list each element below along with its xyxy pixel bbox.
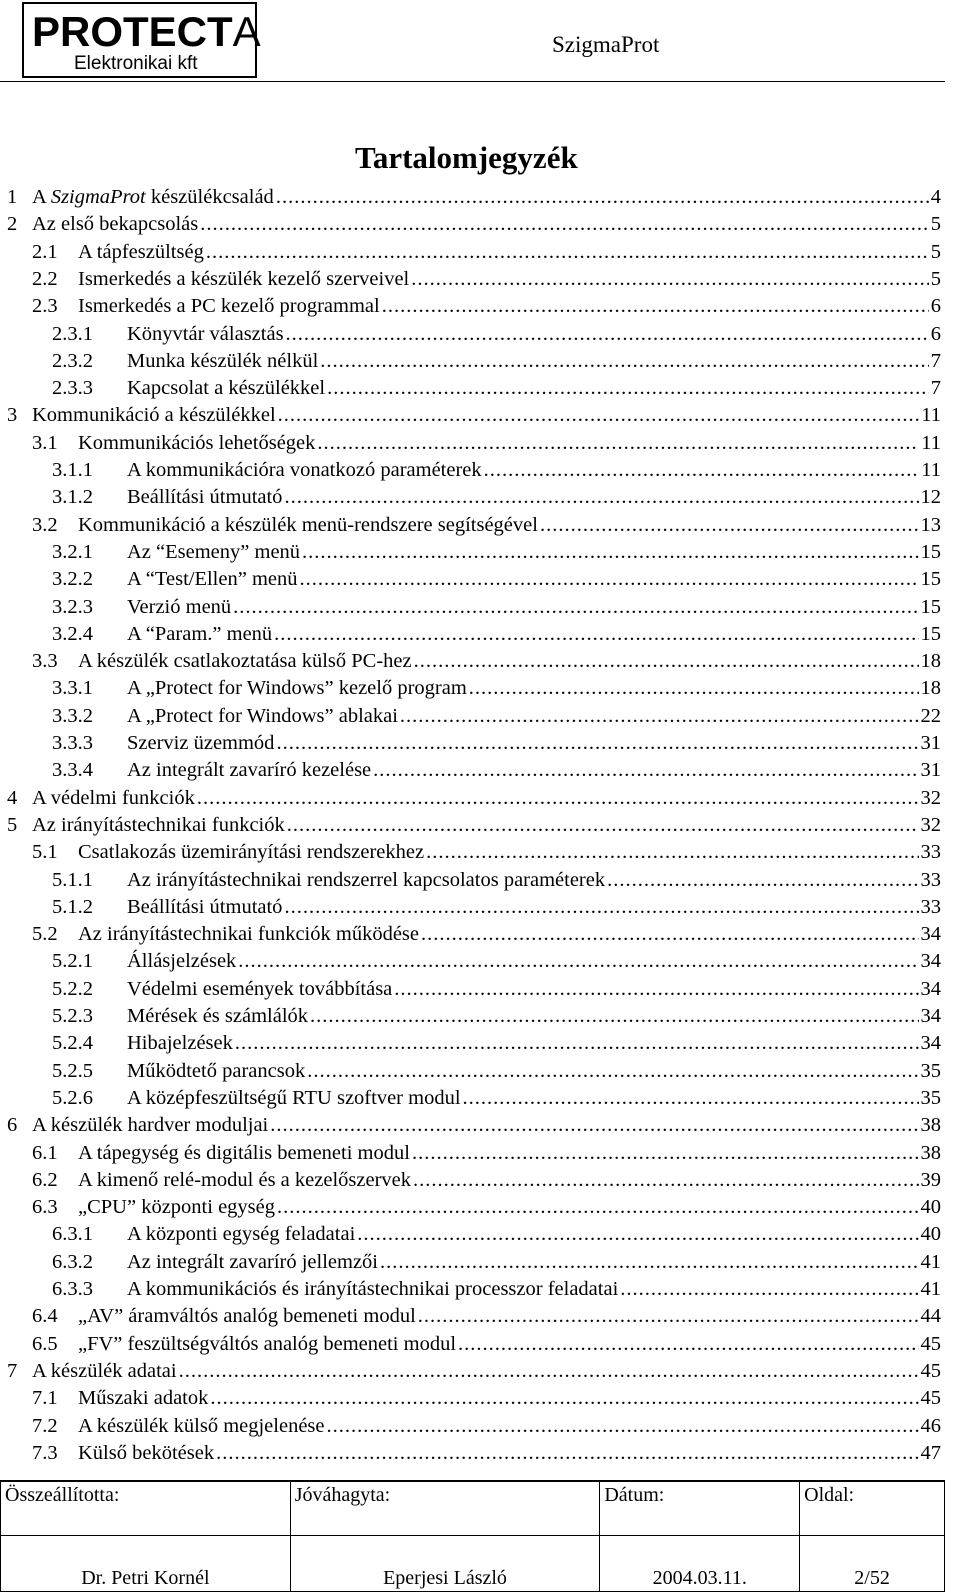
toc-entry-page: 5 — [930, 240, 941, 263]
toc-entry-page: 5 — [930, 213, 941, 236]
toc-entry-number: 3.2.2 — [52, 568, 93, 591]
toc-entry-page: 40 — [920, 1196, 941, 1219]
toc-entry-page: 7 — [930, 377, 941, 400]
toc-entry-page: 22 — [920, 704, 941, 727]
toc-entry-page: 41 — [920, 1250, 941, 1273]
toc-entry[interactable] — [0, 1249, 941, 1276]
toc-entry-title: Verzió menü — [127, 595, 232, 618]
toc-entry[interactable] — [0, 184, 941, 211]
toc-entry-title: Szerviz üzemmód — [127, 732, 275, 754]
toc-entry-title: „CPU” központi egység — [78, 1196, 275, 1219]
toc-entry-page: 5 — [930, 267, 941, 290]
logo-word-tail: A — [232, 8, 261, 55]
toc-entry[interactable] — [0, 648, 941, 675]
toc-entry-title: Az irányítástechnikai funkciók működése — [78, 923, 419, 946]
toc-entry-number: 6.3.1 — [52, 1223, 93, 1246]
toc-entry-page: 32 — [920, 813, 941, 836]
footer-date: 2004.03.11. — [600, 1536, 800, 1592]
toc-entry-title: Hibajelzések — [127, 1032, 233, 1055]
toc-dot-leader — [540, 512, 919, 539]
toc-entry-page: 11 — [921, 431, 941, 454]
toc-entry-page: 34 — [920, 977, 941, 1000]
toc-dot-leader — [400, 703, 919, 730]
toc-entry[interactable] — [0, 484, 941, 511]
toc-entry-page: 34 — [920, 1005, 941, 1027]
toc-entry-number: 3.3.2 — [52, 704, 93, 727]
toc-entry-title: Külső bekötések — [78, 1441, 215, 1464]
toc-dot-leader — [320, 348, 928, 375]
toc-dot-leader — [394, 976, 918, 1003]
toc-entry-title: Műszaki adatok — [78, 1387, 209, 1410]
toc-entry-number: 2.1 — [32, 240, 58, 263]
logo-word: PROTECT — [32, 8, 233, 55]
toc-dot-leader — [411, 266, 928, 293]
toc-entry-page: 18 — [920, 677, 941, 700]
toc-entry[interactable] — [0, 948, 941, 975]
toc-entry[interactable] — [0, 1358, 941, 1385]
toc-dot-leader — [421, 921, 919, 948]
toc-entry-number: 5.2.3 — [52, 1005, 93, 1027]
toc-entry-title: A kimenő relé-modul és a kezelőszervek — [78, 1168, 411, 1191]
toc-entry-page: 33 — [920, 895, 941, 918]
toc-entry[interactable] — [0, 457, 941, 484]
toc-entry-number: 5.1.1 — [52, 868, 93, 891]
toc-entry-number: 6.1 — [32, 1141, 58, 1164]
toc-entry-title: A kommunikációs és irányítástechnikai processzor feladatai — [127, 1278, 619, 1300]
toc-entry-number: 5.2.6 — [52, 1086, 93, 1109]
toc-entry-number: 6.3 — [32, 1196, 58, 1219]
page-title: Tartalomjegyzék — [355, 140, 578, 175]
toc-entry-number: 3.3.1 — [52, 677, 93, 700]
footer-author: Dr. Petri Kornél — [1, 1536, 291, 1592]
toc-dot-leader — [380, 1249, 918, 1276]
toc-entry-page: 32 — [920, 786, 941, 809]
toc-entry-page: 46 — [920, 1414, 941, 1437]
toc-entry-number: 5.2.2 — [52, 977, 93, 1000]
toc-entry[interactable] — [0, 839, 941, 866]
toc-dot-leader — [276, 184, 929, 211]
toc-dot-leader — [414, 648, 919, 675]
toc-entry-title: A készülék hardver moduljai — [32, 1114, 269, 1137]
toc-entry[interactable] — [0, 348, 941, 375]
toc-entry-title: Az irányítástechnikai rendszerrel kapcsolatos paraméterek — [127, 868, 606, 891]
toc-entry-page: 12 — [920, 486, 941, 509]
toc-dot-leader — [200, 211, 929, 238]
toc-entry[interactable] — [0, 1058, 941, 1085]
toc-dot-leader — [458, 1331, 918, 1358]
toc-entry-title: A tápegység és digitális bemeneti modul — [78, 1141, 410, 1164]
toc-entry-number: 7.3 — [32, 1441, 58, 1464]
toc-entry[interactable] — [0, 1030, 941, 1057]
toc-dot-leader — [284, 894, 918, 921]
toc-entry[interactable] — [0, 1167, 941, 1194]
toc-entry[interactable] — [0, 430, 941, 457]
toc-dot-leader — [287, 812, 919, 839]
toc-entry-title: A védelmi funkciók — [32, 786, 195, 809]
toc-entry-page: 33 — [920, 841, 941, 864]
toc-entry-number: 4 — [7, 786, 18, 809]
toc-entry-page: 33 — [920, 868, 941, 891]
toc-entry-page: 15 — [920, 540, 941, 563]
toc-entry[interactable] — [0, 293, 941, 320]
toc-dot-leader — [469, 675, 919, 702]
toc-entry[interactable] — [0, 812, 941, 839]
toc-entry-number: 5.1.2 — [52, 895, 93, 918]
toc-entry-number: 2.3.3 — [52, 377, 93, 400]
toc-entry-number: 2.3.2 — [52, 349, 93, 372]
toc-entry[interactable] — [0, 266, 941, 293]
toc-entry-page: 41 — [920, 1278, 941, 1300]
footer-approver: Eperjesi László — [290, 1536, 600, 1592]
toc-entry-title: A kommunikációra vonatkozó paraméterek — [127, 459, 482, 481]
toc-entry-number: 3.2.3 — [52, 595, 93, 618]
toc-entry-title: Ismerkedés a PC kezelő programmal — [78, 295, 380, 318]
toc-entry-page: 34 — [920, 1032, 941, 1055]
toc-dot-leader — [327, 1413, 919, 1440]
toc-entry-page: 31 — [920, 759, 941, 782]
toc-entry-title: A központi egység feladatai — [127, 1223, 356, 1246]
toc-entry[interactable] — [0, 976, 941, 1003]
toc-entry[interactable] — [0, 621, 941, 648]
footer-label-approver: Jóváhagyta: — [290, 1482, 600, 1536]
toc-entry-title: A “Param.” menü — [127, 622, 273, 645]
toc-entry-title: Beállítási útmutató — [127, 895, 283, 918]
toc-entry[interactable] — [0, 894, 941, 921]
toc-entry-title: A SzigmaProt készülékcsalád — [32, 186, 274, 208]
toc-entry[interactable] — [0, 239, 941, 266]
toc-dot-leader — [300, 566, 919, 593]
toc-entry-number: 5 — [7, 813, 18, 836]
footer-label-date: Dátum: — [600, 1482, 800, 1536]
footer-page-number: 2/52 — [800, 1536, 945, 1592]
toc-dot-leader — [216, 1440, 918, 1467]
toc-entry-number: 5.2.1 — [52, 950, 93, 973]
toc-entry-number: 3.1 — [32, 431, 58, 454]
toc-entry-number: 6.2 — [32, 1168, 58, 1191]
toc-entry[interactable] — [0, 1276, 941, 1303]
toc-entry[interactable] — [0, 512, 941, 539]
toc-entry-page: 4 — [930, 186, 941, 208]
toc-dot-leader — [373, 757, 918, 784]
toc-entry-page: 39 — [920, 1168, 941, 1191]
footer-label-page: Oldal: — [800, 1482, 945, 1536]
toc-entry-number: 5.2 — [32, 923, 58, 946]
toc-entry-page: 45 — [920, 1359, 941, 1382]
toc-entry-number: 3.2.4 — [52, 622, 93, 645]
toc-entry[interactable] — [0, 1303, 941, 1330]
toc-entry-title: A készülék külső megjelenése — [78, 1414, 325, 1437]
toc-entry-number: 5.2.5 — [52, 1059, 93, 1082]
toc-entry-title: Az irányítástechnikai funkciók — [32, 813, 285, 836]
toc-entry[interactable] — [0, 1221, 941, 1248]
toc-entry-number: 2.2 — [32, 267, 58, 290]
toc-entry[interactable] — [0, 321, 941, 348]
toc-entry-page: 38 — [920, 1141, 941, 1164]
toc-dot-leader — [607, 867, 918, 894]
toc-entry-page: 6 — [930, 322, 941, 345]
toc-dot-leader — [412, 1140, 919, 1167]
toc-entry-title: Védelmi események továbbítása — [127, 977, 393, 1000]
toc-dot-leader — [274, 621, 918, 648]
toc-entry-title: „AV” áramváltós analóg bemeneti modul — [78, 1305, 416, 1328]
toc-dot-leader — [278, 402, 920, 429]
toc-dot-leader — [310, 1003, 918, 1030]
toc-dot-leader — [418, 1303, 919, 1330]
toc-entry-page: 15 — [920, 622, 941, 645]
toc-dot-leader — [270, 1112, 918, 1139]
toc-dot-leader — [238, 948, 918, 975]
toc-entry-title: A készülék csatlakoztatása külső PC-hez — [78, 650, 412, 673]
toc-entry[interactable] — [0, 1140, 941, 1167]
toc-entry-number: 2.3.1 — [52, 322, 93, 345]
toc-entry-number: 2 — [7, 213, 18, 236]
toc-dot-leader — [382, 293, 929, 320]
toc-entry[interactable] — [0, 703, 941, 730]
toc-dot-leader — [426, 839, 918, 866]
toc-entry-title: Az integrált zavaríró kezelése — [127, 759, 372, 782]
toc-entry-number: 6.3.2 — [52, 1250, 93, 1273]
toc-entry-title: A „Protect for Windows” ablakai — [127, 704, 398, 727]
toc-dot-leader — [233, 594, 918, 621]
toc-entry-number: 6.4 — [32, 1305, 58, 1328]
toc-entry-number: 3.3.4 — [52, 759, 93, 782]
toc-dot-leader — [277, 1194, 919, 1221]
toc-entry[interactable] — [0, 730, 941, 757]
toc-entry[interactable] — [0, 402, 941, 429]
toc-entry-page: 34 — [920, 923, 941, 946]
toc-dot-leader — [210, 1385, 918, 1412]
toc-entry-number: 3.2.1 — [52, 540, 93, 563]
toc-entry[interactable] — [0, 921, 941, 948]
toc-dot-leader — [307, 1058, 918, 1085]
toc-entry-title: A “Test/Ellen” menü — [127, 568, 298, 591]
toc-entry-page: 18 — [920, 650, 941, 673]
toc-dot-leader — [276, 730, 918, 757]
toc-entry-title: Kommunikáció a készülék menü-rendszere segítségével — [78, 513, 538, 536]
toc-entry-number: 1 — [7, 186, 18, 208]
footer-table — [0, 1481, 945, 1592]
toc-entry[interactable] — [0, 1194, 941, 1221]
toc-entry[interactable] — [0, 1440, 941, 1467]
toc-entry[interactable] — [0, 757, 941, 784]
toc-dot-leader — [302, 539, 918, 566]
toc-entry[interactable] — [0, 1085, 941, 1112]
toc-entry-page: 15 — [920, 568, 941, 591]
toc-entry-number: 7.1 — [32, 1387, 58, 1410]
toc-entry[interactable] — [0, 594, 941, 621]
toc-entry-title: Működtető parancsok — [127, 1059, 306, 1082]
toc-entry-title: „FV” feszültségváltós analóg bemeneti modul — [78, 1332, 457, 1355]
toc-entry-page: 15 — [920, 595, 941, 618]
toc-entry-page: 34 — [920, 950, 941, 973]
toc-entry-title: Kommunikációs lehetőségek — [78, 431, 316, 454]
toc-entry-number: 6 — [7, 1114, 18, 1137]
toc-entry-title: A „Protect for Windows” kezelő program — [127, 677, 467, 700]
toc-dot-leader — [206, 239, 929, 266]
toc-dot-leader — [284, 484, 918, 511]
toc-entry-page: 40 — [920, 1223, 941, 1246]
toc-entry[interactable] — [0, 1413, 941, 1440]
toc-dot-leader — [235, 1030, 919, 1057]
toc-entry-page: 44 — [920, 1305, 941, 1328]
toc-entry-title: Beállítási útmutató — [127, 486, 283, 509]
toc-entry-page: 35 — [920, 1059, 941, 1082]
toc-dot-leader — [317, 430, 919, 457]
company-logo — [22, 2, 261, 78]
toc-dot-leader — [327, 375, 929, 402]
toc-entry-number: 3.1.1 — [52, 459, 93, 481]
toc-entry[interactable] — [0, 675, 941, 702]
toc-entry[interactable] — [0, 1003, 941, 1030]
toc-dot-leader — [357, 1221, 918, 1248]
toc-entry-page: 35 — [920, 1086, 941, 1109]
toc-entry[interactable] — [0, 566, 941, 593]
logo-subtitle: Elektronikai kft — [74, 53, 198, 74]
toc-entry-page: 45 — [920, 1387, 941, 1410]
toc-entry-page: 13 — [920, 513, 941, 536]
toc-entry-title: A középfeszültségű RTU szoftver modul — [127, 1086, 461, 1109]
toc-entry-title: A készülék adatai — [32, 1359, 177, 1382]
toc-entry-title: Mérések és számlálók — [127, 1005, 309, 1027]
toc-dot-leader — [620, 1276, 918, 1303]
toc-entry[interactable] — [0, 375, 941, 402]
toc-dot-leader — [484, 457, 920, 484]
toc-entry-page: 11 — [921, 459, 941, 481]
toc-entry-title: Az “Esemeny” menü — [127, 540, 301, 563]
toc-dot-leader — [179, 1358, 919, 1385]
product-name: SzigmaProt — [552, 32, 660, 57]
toc-entry-number: 3.1.2 — [52, 486, 93, 509]
toc-entry-number: 5.2.4 — [52, 1032, 93, 1055]
toc-dot-leader — [413, 1167, 919, 1194]
toc-entry-title: Munka készülék nélkül — [127, 349, 319, 372]
toc-entry-number: 3.3.3 — [52, 732, 93, 754]
footer-label-author: Összeállította: — [1, 1482, 291, 1536]
toc-entry-number: 3.3 — [32, 650, 58, 673]
toc-entry-title: Kapcsolat a készülékkel — [127, 377, 326, 400]
toc-entry-page: 47 — [920, 1441, 941, 1464]
toc-entry-page: 45 — [920, 1332, 941, 1355]
toc-entry[interactable] — [0, 1331, 941, 1358]
toc-dot-leader — [463, 1085, 919, 1112]
toc-entry[interactable] — [0, 211, 941, 238]
toc-entry-number: 7 — [7, 1359, 18, 1382]
toc-entry-title: Kommunikáció a készülékkel — [32, 404, 276, 427]
toc-entry-page: 7 — [930, 349, 941, 372]
toc-entry-title: A tápfeszültség — [78, 240, 204, 263]
toc-entry[interactable] — [0, 867, 941, 894]
toc-entry-number: 6.3.3 — [52, 1278, 93, 1300]
toc-entry-page: 11 — [921, 404, 941, 427]
toc-entry-title: Az integrált zavaríró jellemzői — [127, 1250, 379, 1273]
toc-entry-title: Csatlakozás üzemirányítási rendszerekhez — [78, 841, 425, 864]
toc-entry-title: Az első bekapcsolás — [32, 213, 199, 236]
toc-entry-number: 7.2 — [32, 1414, 58, 1437]
toc-entry-number: 3.2 — [32, 513, 58, 536]
toc-entry-page: 38 — [920, 1114, 941, 1137]
header-rule — [0, 81, 945, 82]
toc-entry-title: Könyvtár választás — [127, 322, 284, 345]
toc-entry-number: 6.5 — [32, 1332, 58, 1355]
toc-entry-number: 3 — [7, 404, 18, 427]
toc-dot-leader — [197, 785, 919, 812]
toc-entry[interactable] — [0, 785, 941, 812]
toc-entry-title: Ismerkedés a készülék kezelő szerveivel — [78, 267, 410, 290]
toc-entry-number: 2.3 — [32, 295, 58, 318]
toc-entry[interactable] — [0, 539, 941, 566]
toc-entry-page: 31 — [920, 732, 941, 754]
toc-entry-number: 5.1 — [32, 841, 58, 864]
toc-entry-page: 6 — [930, 295, 941, 318]
toc-entry[interactable] — [0, 1112, 941, 1139]
toc-dot-leader — [286, 321, 929, 348]
toc-entry[interactable] — [0, 1385, 941, 1412]
toc-entry-title: Állásjelzések — [127, 950, 237, 973]
